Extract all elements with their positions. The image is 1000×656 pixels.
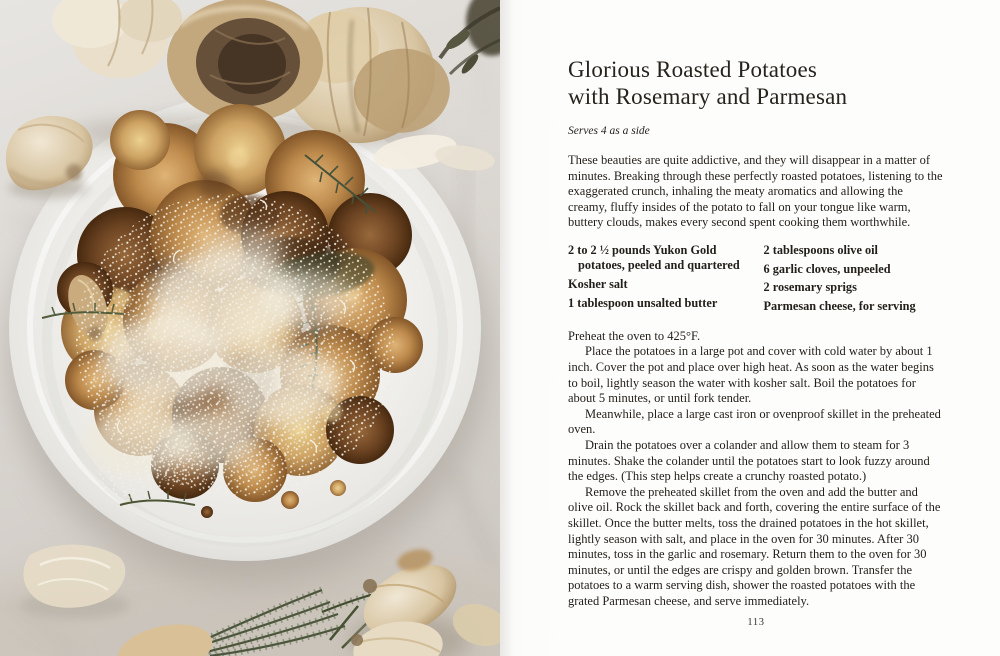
garlic-skin-bottom-left [20,545,130,619]
ingredients-column-left [568,243,764,318]
recipe-page [500,0,1000,656]
instructions [568,329,944,610]
recipe-title-line1: Glorious Roasted Potatoes [568,57,818,82]
ingredient-item: Kosher salt [568,276,628,291]
page-number: 113 [747,617,765,628]
recipe-title-line2: with Rosemary and Parmesan [568,84,848,109]
recipe-intro: These beauties are quite addictive, and they will disappear in a matter of minutes. Breaking through these perfectly roasted potatoes, listening to the exaggerated crunch, inhaling the meaty aromatics and allowing the creamy, fluffy insides of the potato to fall on your tongue like warm, buttery clouds, makes every second spent cooking them worthwhile. [568,153,943,230]
instruction-paragraph: Meanwhile, place a large cast iron or ovenproof skillet in the preheated oven. [568,406,941,437]
recipe-content [500,0,1000,609]
instruction-paragraph: Drain the potatoes over a colander and allow them to steam for 3 minutes. Shake the colander until the potatoes start to look fuzzy around the edges. (This step helps create a crunchy roasted potato.) [568,437,930,484]
ingredient-item: 2 tablespoons olive oil [763,242,878,257]
ingredient-item: 2 to 2 ½ pounds Yukon Gold potatoes, peeled and quartered [568,242,740,273]
serves-note: Serves 4 as a side [568,125,650,137]
ingredient-item: 2 rosemary sprigs [763,280,857,295]
instruction-paragraph: Preheat the oven to 425°F. [568,328,701,343]
ingredients-column-right [764,243,944,318]
recipe-title [568,56,944,110]
ingredient-item: 1 tablespoon unsalted butter [568,295,718,310]
instruction-paragraph: Place the potatoes in a large pot and cover with cold water by about 1 inch. Cover the pot and place over high heat. As soon as the water begins to boil, lightly season the water with kosher salt. Boil the potatoes for about 5 minutes, or until fork tender. [568,344,934,406]
instruction-paragraph: Remove the preheated skillet from the oven and add the butter and olive oil. Rock the skillet back and forth, covering the entire surface of the skillet. Once the butter melts, toss the drained potatoes in the hot skillet, lightly season with salt, and place in the oven for 30 minutes. After 30 minutes, toss in the garlic and rosemary. Return them to the oven for 30 minutes, or until the edges are crispy and golden brown. Transfer the potatoes to a warm serving dish, shower the roasted potatoes with the grated Parmesan cheese, and serve immediately. [568,484,941,608]
ingredient-item: 6 garlic cloves, unpeeled [763,261,891,276]
ingredient-item: Parmesan cheese, for serving [763,299,916,314]
ingredients-list [568,243,944,318]
